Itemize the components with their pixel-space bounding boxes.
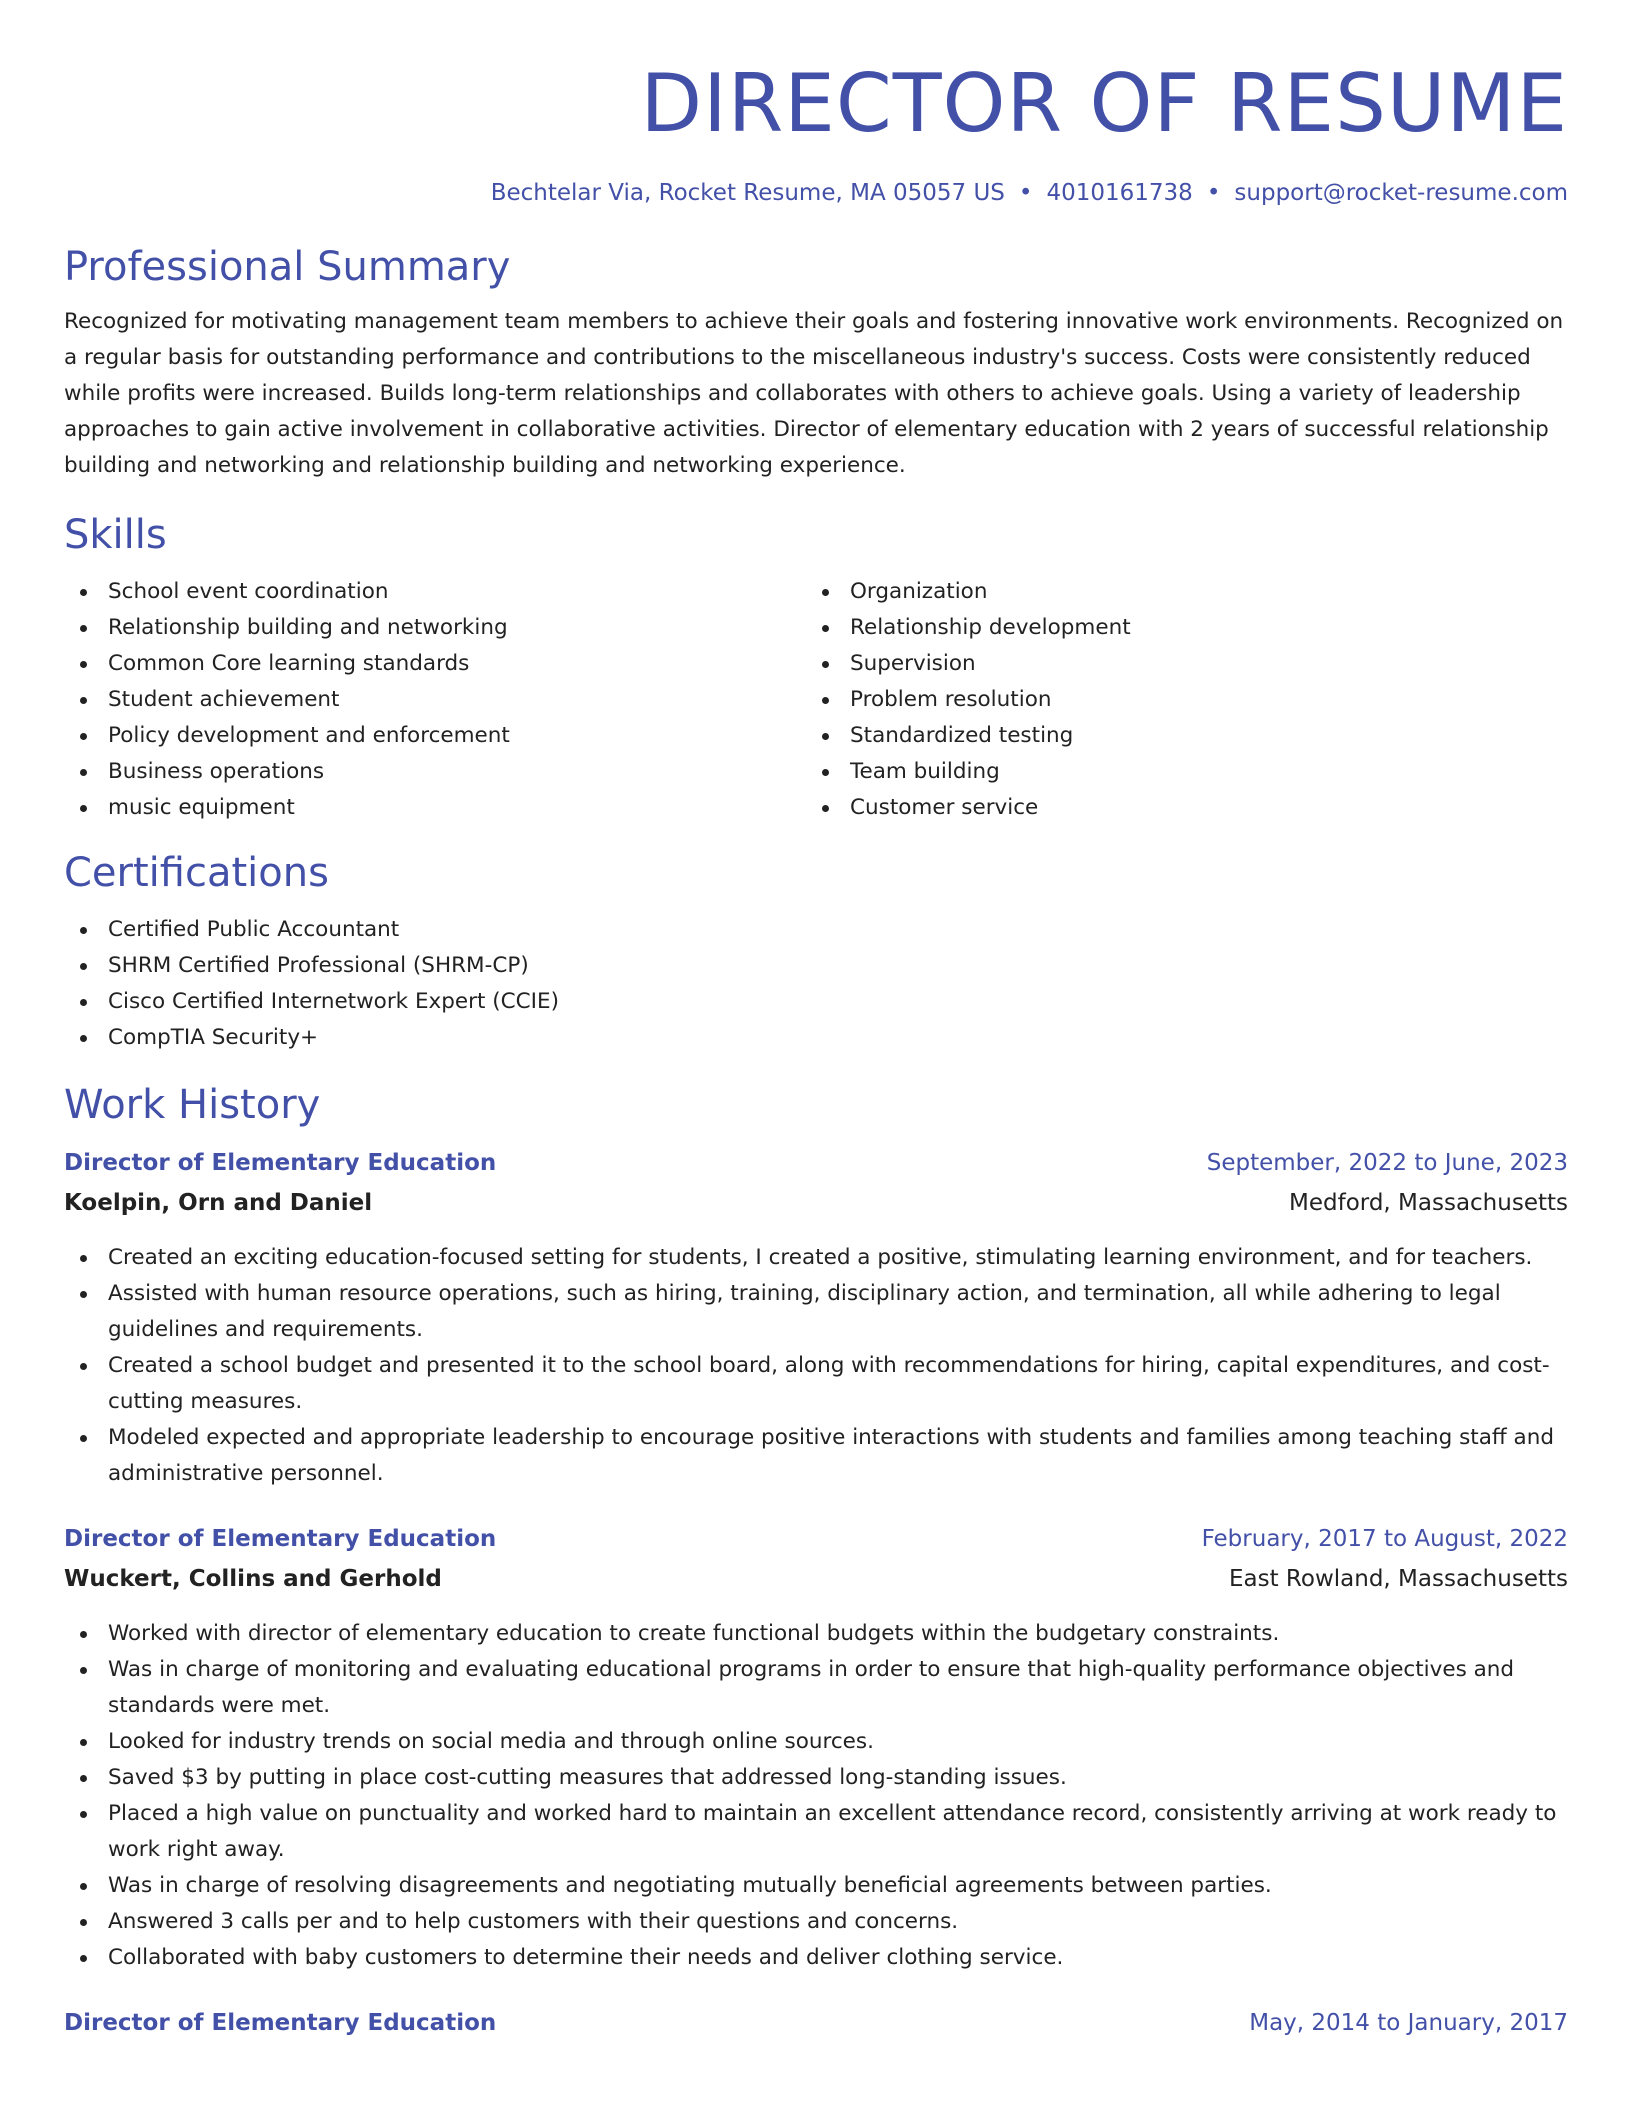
job-dates: September, 2022 to June, 2023	[1206, 1150, 1568, 1176]
job-title: Director of Elementary Education	[64, 1150, 497, 1176]
job-bullet: Was in charge of monitoring and evaluating educational programs in order to ensure that high-quality performance objectives and standards were met.	[64, 1652, 1568, 1724]
certifications-heading: Certifications	[64, 850, 329, 896]
contact-separator: •	[1018, 180, 1033, 206]
skill-item: music equipment	[64, 790, 806, 826]
skill-item: Standardized testing	[806, 718, 1548, 754]
job-bullets	[64, 1240, 1568, 1492]
skill-item: Relationship building and networking	[64, 610, 806, 646]
job-title: Director of Elementary Education	[64, 2010, 497, 2036]
certifications-list	[64, 912, 1568, 1056]
job-bullet: Saved $3 by putting in place cost-cutting measures that addressed long-standing issues.	[64, 1760, 1568, 1796]
contact-separator: •	[1206, 180, 1221, 206]
skills-list-left	[64, 574, 806, 826]
job-bullet: Placed a high value on punctuality and worked hard to maintain an excellent attendance record, consistently arriving at work ready to work right away.	[64, 1796, 1568, 1868]
job-bullet: Answered 3 calls per and to help customers with their questions and concerns.	[64, 1904, 1568, 1940]
skill-item: Policy development and enforcement	[64, 718, 806, 754]
contact-address: Bechtelar Via, Rocket Resume, MA 05057 US	[490, 180, 1005, 206]
job-bullet: Assisted with human resource operations, such as hiring, training, disciplinary action, and termination, all while adhering to legal guidelines and requirements.	[64, 1276, 1568, 1348]
skill-item: Customer service	[806, 790, 1548, 826]
skill-item: Organization	[806, 574, 1548, 610]
skill-item: Team building	[806, 754, 1548, 790]
job-bullets	[64, 1616, 1568, 1976]
contact-email[interactable]: support@rocket-resume.com	[1234, 180, 1568, 206]
job-bullet: Worked with director of elementary education to create functional budgets within the budgetary constraints.	[64, 1616, 1568, 1652]
skills-columns	[64, 574, 1568, 826]
job-entry	[64, 1524, 1568, 1976]
skill-item: Problem resolution	[806, 682, 1548, 718]
resume-name: DIRECTOR OF RESUME	[640, 57, 1568, 150]
summary-text: Recognized for motivating management team members to achieve their goals and fostering innovative work environments. Recognized on a regular basis for outstanding performance and contributions to the miscellaneous industry's success. Costs were consistently reduced while profits were increased. Builds long-term relationships and collaborates with others to achieve goals. Using a variety of leadership approaches to gain active involvement in collaborative activities. Director of elementary education with 2 years of successful relationship building and networking and relationship building and networking experience.	[64, 309, 1564, 478]
job-bullet: Modeled expected and appropriate leadership to encourage positive interactions with students and families among teaching staff and administrative personnel.	[64, 1420, 1568, 1492]
certification-item: CompTIA Security+	[64, 1020, 1568, 1056]
job-title-row	[64, 2008, 1568, 2038]
certification-item: Cisco Certified Internetwork Expert (CCIE)	[64, 984, 1568, 1020]
skills-list-right	[806, 574, 1548, 826]
job-bullet: Created a school budget and presented it to the school board, along with recommendations for hiring, capital expenditures, and cost-cutting measures.	[64, 1348, 1568, 1420]
job-bullet: Collaborated with baby customers to determine their needs and deliver clothing service.	[64, 1940, 1568, 1976]
skill-item: Relationship development	[806, 610, 1548, 646]
job-bullet: Created an exciting education-focused setting for students, I created a positive, stimulating learning environment, and for teachers.	[64, 1240, 1568, 1276]
job-title-row	[64, 1148, 1568, 1178]
job-title-row	[64, 1524, 1568, 1554]
job-location: East Rowland, Massachusetts	[1228, 1566, 1568, 1592]
job-company-row	[64, 1178, 1568, 1218]
certification-item: SHRM Certified Professional (SHRM-CP)	[64, 948, 1568, 984]
contact-phone: 4010161738	[1046, 180, 1193, 206]
job-entry	[64, 1148, 1568, 1492]
job-company: Wuckert, Collins and Gerhold	[64, 1566, 442, 1592]
job-dates: February, 2017 to August, 2022	[1201, 1526, 1568, 1552]
job-title: Director of Elementary Education	[64, 1526, 497, 1552]
job-location: Medford, Massachusetts	[1289, 1190, 1568, 1216]
job-dates: May, 2014 to January, 2017	[1249, 2010, 1568, 2036]
skill-item: Student achievement	[64, 682, 806, 718]
job-bullet: Looked for industry trends on social media and through online sources.	[64, 1724, 1568, 1760]
summary-heading: Professional Summary	[64, 244, 511, 290]
certification-item: Certified Public Accountant	[64, 912, 1568, 948]
job-company: Koelpin, Orn and Daniel	[64, 1190, 373, 1216]
work-history-heading: Work History	[64, 1082, 321, 1128]
job-bullet: Was in charge of resolving disagreements and negotiating mutually beneficial agreements between parties.	[64, 1868, 1568, 1904]
skill-item: School event coordination	[64, 574, 806, 610]
job-company-row	[64, 1554, 1568, 1594]
skills-heading: Skills	[64, 512, 167, 558]
skill-item: Supervision	[806, 646, 1548, 682]
skill-item: Common Core learning standards	[64, 646, 806, 682]
contact-line	[64, 178, 1568, 208]
job-entry	[64, 2008, 1568, 2038]
skill-item: Business operations	[64, 754, 806, 790]
resume-page	[64, 0, 1568, 2038]
